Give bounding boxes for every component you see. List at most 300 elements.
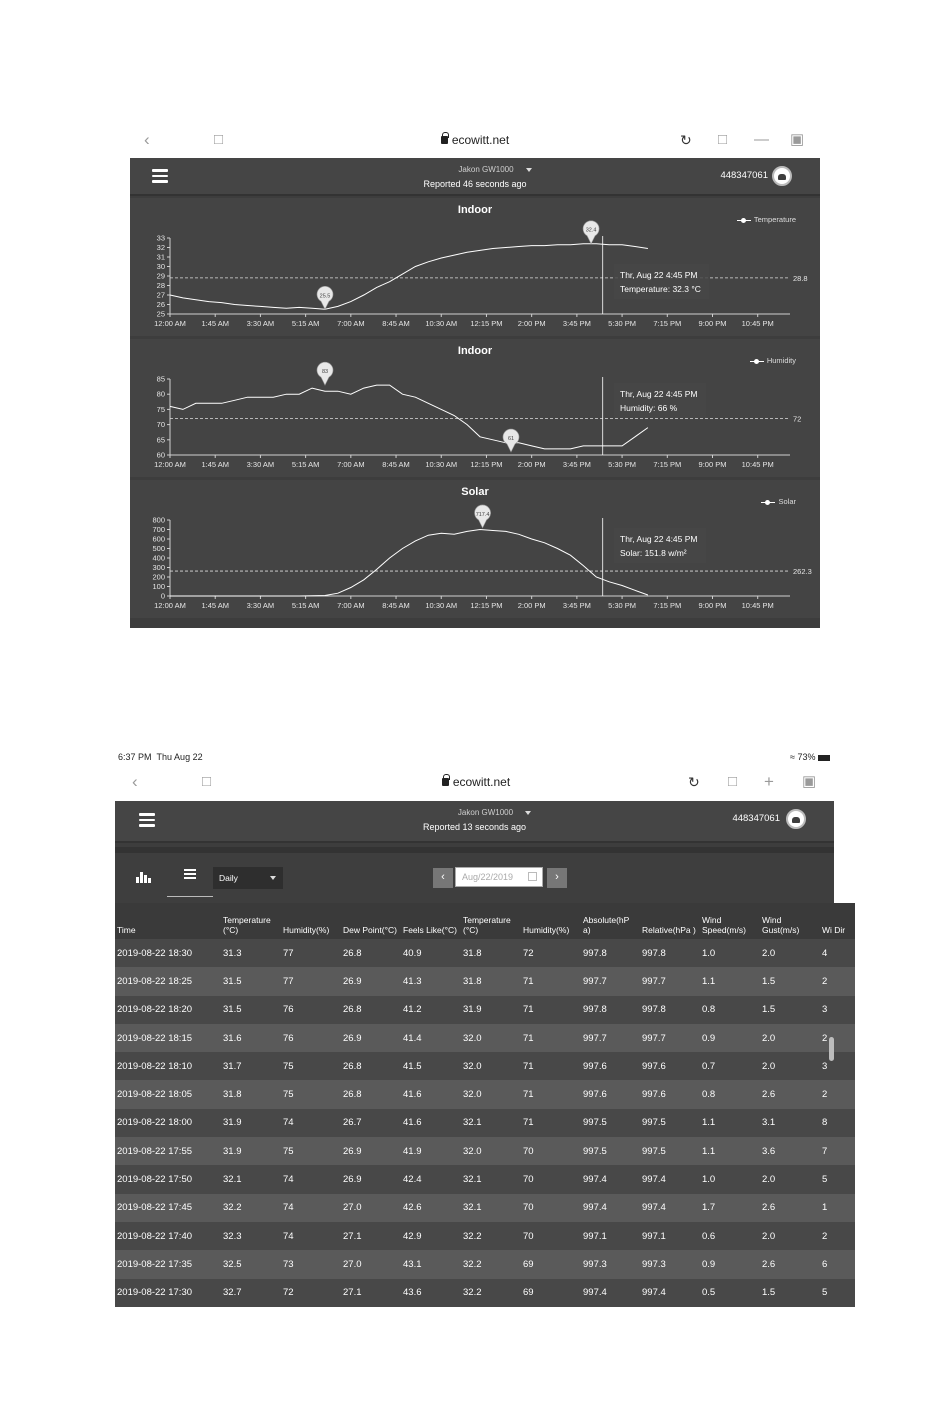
table-cell: 71 [521,1052,581,1080]
x-tick-label: 2:00 PM [517,460,546,469]
table-cell: 997.5 [581,1109,640,1137]
marker-label: 61 [507,435,515,442]
x-tick-label: 12:15 PM [470,601,503,610]
x-tick-label: 5:30 PM [608,319,637,328]
table-cell: 75 [281,1052,341,1080]
bookmarks-icon[interactable]: □ [214,131,224,148]
table-cell: 27.0 [341,1250,401,1278]
table-cell: 2.6 [760,1250,820,1278]
average-label: 28.8 [793,273,808,283]
x-tick-label: 5:30 PM [608,601,637,610]
address-bar[interactable] [118,775,834,789]
average-label: 72 [793,414,802,424]
table-cell: 71 [521,996,581,1024]
table-row[interactable] [115,1137,855,1165]
x-tick-label: 7:15 PM [653,319,682,328]
dashboard-screen [130,158,820,628]
avatar[interactable] [786,809,806,829]
y-tick-label: 400 [152,553,165,563]
series-line[interactable] [170,530,648,597]
new-tab-icon[interactable]: + [764,772,774,791]
table-cell: 69 [521,1250,581,1278]
prev-date-button[interactable]: ‹ [433,868,453,888]
tooltip-time: Thr, Aug 22 4:45 PM [620,534,698,544]
column-header[interactable]: Temperature (°C) [221,903,281,939]
tabs-icon[interactable]: ▣ [802,773,817,790]
table-cell: 0.9 [700,1024,760,1052]
table-cell: 32.0 [461,1080,521,1108]
x-tick-label: 10:30 AM [425,601,458,610]
table-cell: 2 [820,967,855,995]
address-bar[interactable] [130,133,820,147]
x-tick-label: 1:45 AM [201,460,229,469]
table-cell: 997.1 [640,1222,700,1250]
chart-tooltip [614,528,706,563]
column-header[interactable]: Feels Like(°C) [401,903,461,939]
x-tick-label: 3:45 PM [562,601,591,610]
table-cell: 32.1 [221,1165,281,1193]
device-name: Jakon GW1000 [457,808,514,817]
table-cell: 31.9 [221,1109,281,1137]
x-tick-label: 8:45 AM [382,601,410,610]
table-cell: 70 [521,1137,581,1165]
peak-marker[interactable] [317,362,333,385]
table-cell: 3.6 [760,1137,820,1165]
battery-level: 73% [797,752,816,762]
table-cell: 31.6 [221,1024,281,1052]
table-cell: 2.6 [760,1080,820,1108]
table-cell: 2.0 [760,939,820,967]
app-header [130,158,820,196]
x-tick-label: 3:45 PM [562,460,591,469]
x-tick-label: 3:30 AM [246,601,275,610]
table-cell: 1.0 [700,939,760,967]
table-screen [115,801,846,1299]
x-tick-label: 3:45 PM [562,319,591,328]
table-row[interactable] [115,1024,855,1052]
y-tick-label: 500 [152,544,165,553]
tooltip-time: Thr, Aug 22 4:45 PM [620,270,698,280]
chart-panel-solar [130,480,820,618]
table-cell: 1.1 [700,1137,760,1165]
x-tick-label: 1:45 AM [201,319,229,328]
table-row[interactable] [115,1279,855,1307]
table-row[interactable] [115,1109,855,1137]
table-cell: 71 [521,1080,581,1108]
table-cell: 997.4 [581,1194,640,1222]
x-tick-label: 5:15 AM [291,601,320,610]
table-cell: 41.3 [401,967,461,995]
table-cell: 41.6 [401,1109,461,1137]
table-cell: 27.1 [341,1222,401,1250]
y-tick-label: 300 [152,563,165,572]
table-cell: 76 [281,1024,341,1052]
x-tick-label: 5:15 AM [291,319,320,328]
table-body [115,939,855,1307]
table-cell: 2019-08-22 18:25 [115,967,221,995]
reload-icon[interactable]: ↻ [688,774,700,790]
table-cell: 1.5 [760,967,820,995]
column-header[interactable]: Time [115,903,221,939]
y-tick-label: 33 [156,233,165,243]
table-cell: 1.5 [760,1279,820,1307]
table-cell: 0.7 [700,1052,760,1080]
x-tick-label: 9:00 PM [698,460,727,469]
x-tick-label: 5:30 PM [608,460,637,469]
y-tick-label: 30 [156,262,165,271]
x-tick-label: 10:45 PM [741,601,774,610]
table-cell: 32.2 [461,1250,521,1278]
marker-label: 25.5 [319,293,331,300]
table-row[interactable] [115,967,855,995]
temperature-chart[interactable] [130,198,820,336]
lock-icon [442,778,449,786]
x-tick-label: 9:00 PM [698,601,727,610]
table-cell: 0.5 [700,1279,760,1307]
table-cell: 74 [281,1165,341,1193]
account-id: 448347061 [720,170,768,181]
table-header-row [115,903,855,939]
list-view-icon[interactable] [167,857,213,897]
table-cell: 41.9 [401,1137,461,1165]
table-cell: 31.9 [221,1137,281,1165]
x-tick-label: 3:30 AM [246,319,275,328]
wifi-icon: ≈ [790,752,795,762]
marker-label: 32.4 [585,227,597,234]
table-cell: 42.9 [401,1222,461,1250]
table-cell: 0.8 [700,1080,760,1108]
column-header[interactable]: Wind Gust(m/s) [760,903,820,939]
table-row[interactable] [115,939,855,967]
next-date-button[interactable]: › [547,868,567,888]
x-tick-label: 7:15 PM [653,601,682,610]
url-text: ecowitt.net [451,133,510,147]
x-tick-label: 3:30 AM [246,460,275,469]
table-cell: 997.8 [640,939,700,967]
table-cell: 997.7 [640,1024,700,1052]
table-cell: 26.8 [341,939,401,967]
ios-status-bar [118,752,834,766]
table-cell: 31.8 [461,967,521,995]
table-cell: 32.0 [461,1052,521,1080]
y-tick-label: 26 [156,300,165,309]
table-cell: 74 [281,1109,341,1137]
share-icon[interactable]: □ [718,131,728,148]
table-cell: 997.6 [640,1080,700,1108]
reload-icon[interactable]: ↻ [680,132,692,148]
x-tick-label: 12:00 AM [154,601,186,610]
chart-view-icon[interactable] [135,869,151,883]
table-cell: 75 [281,1137,341,1165]
table-cell: 26.9 [341,1165,401,1193]
date-input[interactable] [455,867,543,887]
x-tick-label: 10:45 PM [741,319,774,328]
table-cell: 32.1 [461,1109,521,1137]
avatar[interactable] [772,166,792,186]
table-cell: 76 [281,996,341,1024]
legend-label: Humidity [766,356,796,365]
table-cell: 69 [521,1279,581,1307]
x-tick-label: 7:00 AM [337,319,365,328]
table-cell: 26.8 [341,996,401,1024]
series-line[interactable] [170,385,648,449]
table-row[interactable] [115,1052,855,1080]
table-cell: 997.8 [581,939,640,967]
chart-panel-temperature [130,198,820,336]
table-cell: 997.7 [640,967,700,995]
table-row[interactable] [115,996,855,1024]
data-table-wrap[interactable] [115,903,846,1299]
table-cell: 997.3 [640,1250,700,1278]
table-cell: 2019-08-22 18:00 [115,1109,221,1137]
battery-icon [818,755,830,761]
table-cell: 26.9 [341,1024,401,1052]
x-tick-label: 12:00 AM [154,319,186,328]
table-cell: 997.8 [640,996,700,1024]
table-cell: 77 [281,939,341,967]
column-header[interactable]: Wi Dir [820,903,855,939]
table-row[interactable] [115,1194,855,1222]
table-cell: 72 [521,939,581,967]
chart-title: Indoor [457,204,493,216]
column-header[interactable]: Wind Speed(m/s) [700,903,760,939]
y-tick-label: 80 [156,389,165,399]
table-row[interactable] [115,1250,855,1278]
table-cell: 997.4 [640,1165,700,1193]
table-cell: 3.1 [760,1109,820,1137]
table-cell: 70 [521,1194,581,1222]
solar-chart[interactable] [130,480,820,618]
tooltip-value: Temperature: 32.3 °C [620,284,701,294]
device-selector[interactable] [115,808,834,817]
table-cell: 32.2 [461,1279,521,1307]
status-date: Thu Aug 22 [156,752,203,762]
table-cell: 2.0 [760,1165,820,1193]
table-cell: 2019-08-22 18:10 [115,1052,221,1080]
tooltip-time: Thr, Aug 22 4:45 PM [620,389,698,399]
table-cell: 31.7 [221,1052,281,1080]
table-row[interactable] [115,1222,855,1250]
y-tick-label: 800 [152,515,165,525]
peak-marker[interactable] [475,505,491,528]
peak-marker[interactable] [317,286,333,309]
table-cell: 997.6 [581,1052,640,1080]
table-cell: 997.5 [640,1109,700,1137]
data-table [115,903,855,1307]
x-tick-label: 7:00 AM [337,460,365,469]
x-tick-label: 9:00 PM [698,319,727,328]
chart-title: Indoor [457,345,493,357]
table-cell: 26.9 [341,1137,401,1165]
table-cell: 997.4 [581,1279,640,1307]
back-icon[interactable]: ‹ [132,772,138,791]
bookmarks-icon[interactable]: □ [202,773,212,790]
table-cell: 71 [521,1109,581,1137]
table-cell: 997.7 [581,1024,640,1052]
x-tick-label: 2:00 PM [517,601,546,610]
table-row[interactable] [115,1080,855,1108]
legend-label: Temperature [753,215,796,224]
column-header[interactable]: Absolute(hP a) [581,903,640,939]
new-tab-icon[interactable]: — [754,131,769,148]
table-cell: 2019-08-22 18:30 [115,939,221,967]
table-cell: 27.0 [341,1194,401,1222]
y-tick-label: 60 [156,450,165,460]
table-cell: 77 [281,967,341,995]
chart-title: Solar [461,486,489,498]
table-cell: 41.2 [401,996,461,1024]
y-tick-label: 600 [152,534,165,544]
table-cell: 3 [820,1052,855,1080]
table-cell: 32.0 [461,1024,521,1052]
app-header [115,801,834,843]
reported-status: Reported 46 seconds ago [423,179,527,189]
y-tick-label: 0 [160,591,165,601]
browser-toolbar [118,766,834,798]
table-cell: 997.5 [640,1137,700,1165]
y-tick-label: 700 [152,525,165,534]
x-tick-label: 8:45 AM [382,460,410,469]
table-cell: 2019-08-22 17:55 [115,1137,221,1165]
table-cell: 32.1 [461,1165,521,1193]
table-cell: 41.4 [401,1024,461,1052]
table-cell: 997.5 [581,1137,640,1165]
column-header[interactable]: Temperature (°C) [461,903,521,939]
y-tick-label: 65 [156,435,165,445]
peak-marker[interactable] [583,221,599,244]
table-cell: 997.6 [581,1080,640,1108]
y-tick-label: 27 [156,290,165,300]
table-cell: 32.3 [221,1222,281,1250]
table-cell: 997.7 [581,967,640,995]
chevron-down-icon [526,168,532,172]
account-id: 448347061 [732,813,780,824]
browser-toolbar [130,124,820,156]
table-cell: 7 [820,1137,855,1165]
table-cell: 72 [281,1279,341,1307]
tabs-icon[interactable]: ▣ [790,131,805,148]
x-tick-label: 10:45 PM [741,460,774,469]
table-cell: 26.9 [341,967,401,995]
x-tick-label: 12:00 AM [154,460,186,469]
x-tick-label: 12:15 PM [470,460,503,469]
table-cell: 2 [820,1024,855,1052]
table-cell: 2019-08-22 18:20 [115,996,221,1024]
table-cell: 2019-08-22 18:05 [115,1080,221,1108]
table-cell: 71 [521,1024,581,1052]
table-cell: 997.3 [581,1250,640,1278]
table-cell: 43.1 [401,1250,461,1278]
table-cell: 27.1 [341,1279,401,1307]
x-tick-label: 10:30 AM [425,460,458,469]
table-cell: 2019-08-22 17:50 [115,1165,221,1193]
table-cell: 0.9 [700,1250,760,1278]
y-tick-label: 25 [156,309,165,319]
table-row[interactable] [115,1165,855,1193]
table-cell: 42.4 [401,1165,461,1193]
table-cell: 41.5 [401,1052,461,1080]
table-cell: 997.8 [581,996,640,1024]
table-cell: 997.4 [640,1194,700,1222]
table-cell: 1.5 [760,996,820,1024]
column-header[interactable]: Humidity(%) [281,903,341,939]
table-cell: 70 [521,1222,581,1250]
table-cell: 43.6 [401,1279,461,1307]
y-tick-label: 85 [156,374,165,384]
table-cell: 1.1 [700,1109,760,1137]
table-cell: 32.7 [221,1279,281,1307]
scrollbar-thumb[interactable] [829,1037,834,1061]
table-toolbar [115,847,834,903]
table-cell: 0.8 [700,996,760,1024]
table-cell: 40.9 [401,939,461,967]
marker-label: 83 [321,369,329,376]
x-tick-label: 8:45 AM [382,319,410,328]
device-selector[interactable] [130,165,820,174]
chart-panel-humidity [130,339,820,477]
table-cell: 2.6 [760,1194,820,1222]
table-cell: 997.4 [581,1165,640,1193]
x-tick-label: 12:15 PM [470,319,503,328]
table-cell: 2019-08-22 17:30 [115,1279,221,1307]
column-header[interactable]: Relative(hPa ) [640,903,700,939]
table-cell: 8 [820,1109,855,1137]
table-cell: 4 [820,939,855,967]
table-cell: 0.6 [700,1222,760,1250]
table-cell: 26.8 [341,1052,401,1080]
table-cell: 26.8 [341,1080,401,1108]
status-right [790,752,830,762]
table-cell: 2019-08-22 18:15 [115,1024,221,1052]
table-cell: 32.5 [221,1250,281,1278]
y-tick-label: 29 [156,271,165,281]
marker-label: 717.4 [475,511,490,518]
series-line[interactable] [170,244,648,310]
x-tick-label: 1:45 AM [201,601,229,610]
table-cell: 1 [820,1194,855,1222]
peak-marker[interactable] [503,429,519,452]
period-select[interactable]: Daily [213,867,283,889]
table-cell: 70 [521,1165,581,1193]
table-cell: 31.8 [221,1080,281,1108]
table-cell: 32.1 [461,1194,521,1222]
table-cell: 74 [281,1222,341,1250]
share-icon[interactable]: □ [728,773,738,790]
y-tick-label: 32 [156,243,165,252]
tooltip-value: Humidity: 66 % [620,403,678,413]
table-cell: 997.1 [581,1222,640,1250]
table-cell: 1.0 [700,1165,760,1193]
x-tick-label: 7:15 PM [653,460,682,469]
table-cell: 31.5 [221,996,281,1024]
chevron-down-icon [525,811,531,815]
calendar-icon [528,872,537,881]
column-header[interactable]: Humidity(%) [521,903,581,939]
table-cell: 997.4 [640,1279,700,1307]
y-tick-label: 200 [152,572,165,582]
table-cell: 41.6 [401,1080,461,1108]
table-cell: 2.0 [760,1024,820,1052]
device-name: Jakon GW1000 [458,165,514,174]
table-cell: 26.7 [341,1109,401,1137]
table-cell: 997.6 [640,1052,700,1080]
humidity-chart[interactable] [130,339,820,477]
table-cell: 1.1 [700,967,760,995]
legend-label: Solar [778,497,796,506]
column-header[interactable]: Dew Point(°C) [341,903,401,939]
table-cell: 32.0 [461,1137,521,1165]
back-icon[interactable]: ‹ [144,130,150,149]
